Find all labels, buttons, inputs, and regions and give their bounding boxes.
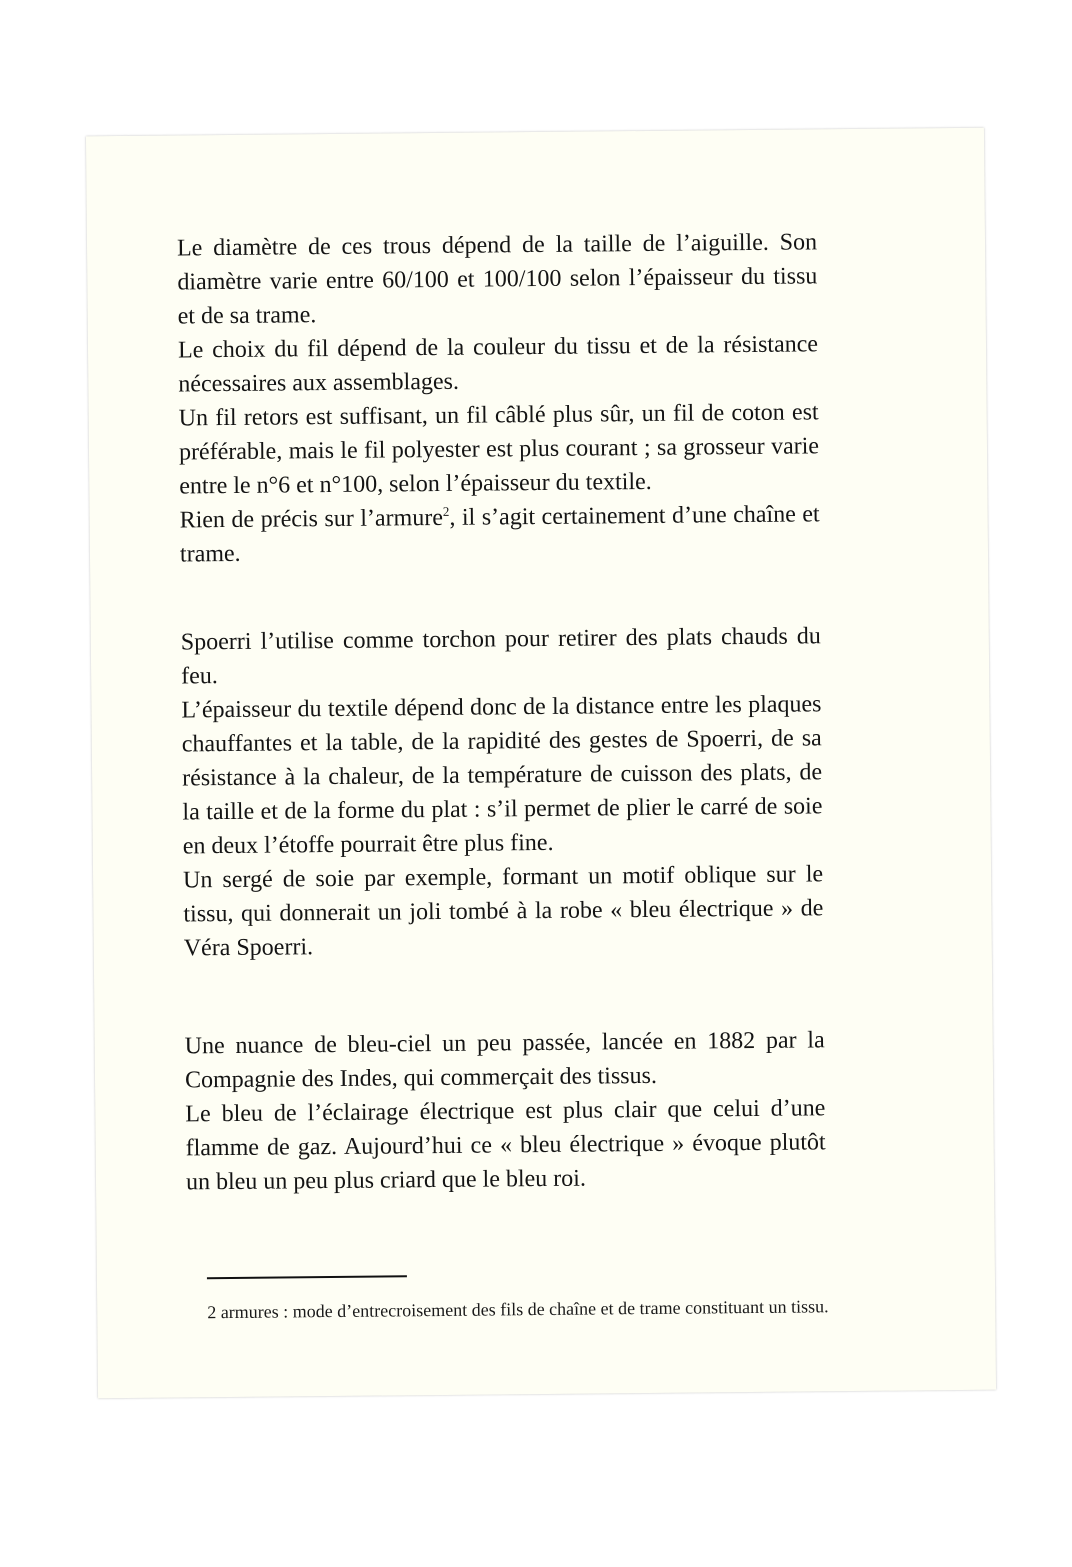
footnote-reference: 2 [442, 503, 450, 519]
paragraph-with-footnote [179, 497, 820, 571]
text-run: , il s’agit certainement d’une chaîne et trame. [179, 501, 820, 568]
paragraph: Le choix du fil dépend de la couleur du tissu et de la résistance nécessaires aux assemblages. [177, 331, 819, 398]
text-run: Rien de précis sur l’armure [179, 504, 444, 534]
text-block-1 [177, 225, 820, 571]
paragraph: Le bleu de l’éclairage électrique est plus clair que celui d’une flamme de gaz. Aujourd’hui ce « bleu électrique » évoque plutôt un bleu un peu plus criard que le bleu roi. [185, 1095, 826, 1196]
paragraph: Une nuance de bleu-ciel un peu passée, lancée en 1882 par la Compagnie des Indes, qui commerçait des tissus. [184, 1027, 825, 1094]
paragraph: Un fil retors est suffisant, un fil câblé plus sûr, un fil de coton est préférable, mais le fil polyester est plus courant ; sa grosseur varie entre le n°6 et n°100, selon l’épaisseur du textile. [178, 399, 820, 500]
paragraph: Un sergé de soie par exemple, formant un motif oblique sur le tissu, qui donnerait un joli tombé à la robe « bleu électrique » de Véra Spoerri. [182, 861, 824, 962]
text-block-3 [185, 1023, 827, 1199]
paragraph: L’épaisseur du textile dépend donc de la distance entre les plaques chauffantes et la table, de la rapidité des gestes de Spoerri, de sa résistance à la chaleur, de la température de cuisson des plats, de la taille et de la forme du plat : s’il permet de plier le carré de soie en deux l’étoffe pourrait être plus fine. [181, 691, 823, 860]
footnote-text: 2 armures : mode d’entrecroisement des fils de chaîne et de trame constituant un tissu. [207, 1296, 829, 1323]
paragraph: Spoerri l’utilise comme torchon pour retirer des plats chauds du feu. [180, 623, 821, 690]
paper-sheet [86, 128, 996, 1399]
footnote-divider [207, 1275, 407, 1279]
paragraph: Le diamètre de ces trous dépend de la taille de l’aiguille. Son diamètre varie entre 60/100 et 100/100 selon l’épaisseur du tissu et de sa trame. [176, 229, 818, 330]
text-block-2 [181, 619, 824, 965]
